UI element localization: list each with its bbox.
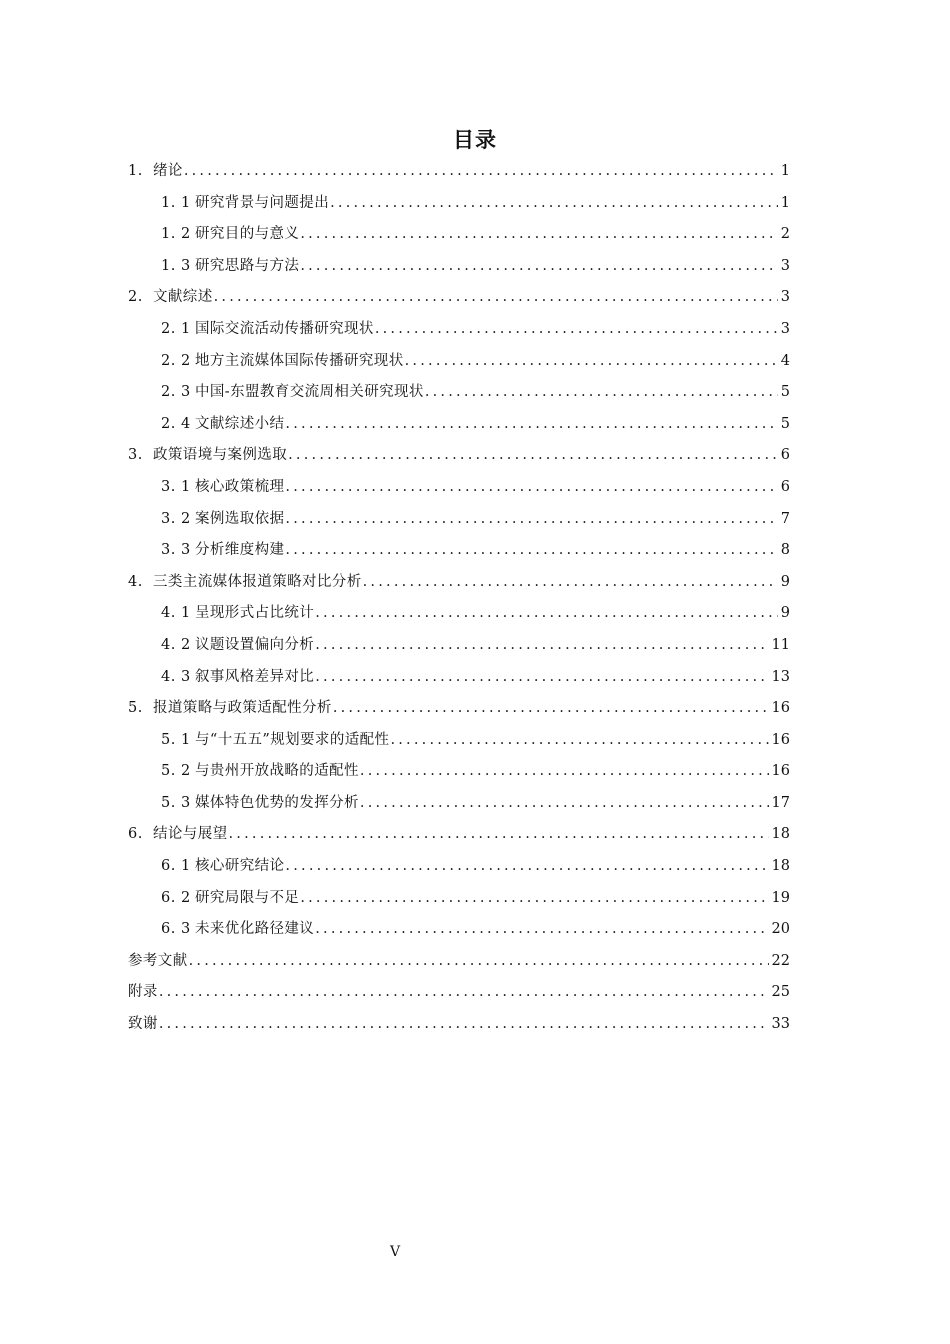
toc-dot-leader bbox=[315, 662, 768, 694]
toc-entry-page-number: 16 bbox=[771, 763, 790, 780]
toc-entry-page-number: 13 bbox=[771, 668, 790, 685]
toc-entry-number: 4. 3 bbox=[161, 668, 191, 685]
toc-entry-number: 1. 2 bbox=[161, 226, 191, 243]
toc-entry[interactable] bbox=[128, 440, 790, 472]
toc-dot-leader bbox=[425, 377, 778, 409]
toc-entry[interactable] bbox=[128, 377, 790, 409]
toc-entry-number: 4. 1 bbox=[161, 605, 191, 622]
toc-entry-title: 政策语境与案例选取 bbox=[153, 447, 288, 464]
toc-entry-title: 研究思路与方法 bbox=[195, 257, 300, 274]
toc-entry-page-number: 11 bbox=[771, 636, 790, 653]
toc-entry-title: 研究目的与意义 bbox=[195, 226, 300, 243]
toc-dot-leader bbox=[159, 1009, 769, 1041]
toc-entry-title: 三类主流媒体报道策略对比分析 bbox=[153, 573, 362, 590]
toc-entry-page-number: 7 bbox=[780, 510, 790, 527]
toc-dot-leader bbox=[405, 346, 778, 378]
toc-entry-number: 6. bbox=[128, 826, 143, 843]
toc-entry-number: 1. 1 bbox=[161, 194, 191, 211]
toc-entry-title: 报道策略与政策适配性分析 bbox=[153, 700, 332, 717]
toc-entry[interactable] bbox=[128, 567, 790, 599]
page-title: 目录 bbox=[453, 128, 497, 152]
toc-entry-page-number: 33 bbox=[771, 1016, 790, 1033]
toc-dot-leader bbox=[285, 472, 777, 504]
toc-entry-number: 5. bbox=[128, 700, 143, 717]
toc-dot-leader bbox=[315, 914, 768, 946]
toc-dot-leader bbox=[184, 156, 778, 188]
toc-dot-leader bbox=[300, 219, 777, 251]
toc-entry-title: 未来优化路径建议 bbox=[195, 921, 315, 938]
toc-entry-number: 2. 1 bbox=[161, 320, 191, 337]
toc-entry-number: 3. 3 bbox=[161, 542, 191, 559]
toc-entry-page-number: 3 bbox=[780, 289, 790, 306]
toc-dot-leader bbox=[315, 630, 768, 662]
toc-entry-page-number: 25 bbox=[771, 984, 790, 1001]
toc-dot-leader bbox=[363, 567, 778, 599]
toc-entry-page-number: 9 bbox=[780, 573, 790, 590]
toc-entry[interactable] bbox=[128, 504, 790, 536]
toc-entry[interactable] bbox=[128, 156, 790, 188]
toc-entry-number: 6. 1 bbox=[161, 858, 191, 875]
toc-entry-title: 呈现形式占比统计 bbox=[195, 605, 315, 622]
toc-entry-title: 绪论 bbox=[153, 163, 183, 179]
toc-entry[interactable] bbox=[128, 1009, 790, 1041]
toc-entry-page-number: 22 bbox=[771, 952, 790, 969]
toc-entry[interactable] bbox=[128, 662, 790, 694]
toc-dot-leader bbox=[300, 251, 777, 283]
toc-entry-title: 文献综述 bbox=[153, 289, 213, 306]
toc-entry[interactable] bbox=[128, 851, 790, 883]
toc-entry-page-number: 3 bbox=[780, 320, 790, 337]
toc-entry-page-number: 4 bbox=[780, 352, 790, 369]
toc-dot-leader bbox=[300, 883, 768, 915]
toc-entry-page-number: 2 bbox=[780, 226, 790, 243]
toc-entry-page-number: 9 bbox=[780, 605, 790, 622]
toc-entry-number: 6. 2 bbox=[161, 889, 191, 906]
table-of-contents bbox=[128, 156, 790, 1041]
toc-entry-page-number: 17 bbox=[771, 794, 790, 811]
toc-entry-number: 2. 4 bbox=[161, 415, 191, 432]
toc-entry-title: 附录 bbox=[128, 984, 158, 1001]
toc-entry-page-number: 3 bbox=[780, 257, 790, 274]
toc-entry[interactable] bbox=[128, 251, 790, 283]
toc-entry-page-number: 1 bbox=[780, 163, 790, 179]
toc-dot-leader bbox=[315, 598, 778, 630]
toc-dot-leader bbox=[360, 756, 769, 788]
toc-entry-page-number: 19 bbox=[771, 889, 790, 906]
toc-entry[interactable] bbox=[128, 409, 790, 441]
toc-entry[interactable] bbox=[128, 883, 790, 915]
toc-entry-number: 2. bbox=[128, 289, 143, 306]
toc-entry-title: 地方主流媒体国际传播研究现状 bbox=[195, 352, 404, 369]
toc-entry[interactable] bbox=[128, 914, 790, 946]
page-footer-number: V bbox=[389, 1244, 401, 1260]
toc-entry-title: 叙事风格差异对比 bbox=[195, 668, 315, 685]
toc-entry-title: 媒体特色优势的发挥分析 bbox=[195, 794, 359, 811]
toc-entry[interactable] bbox=[128, 946, 790, 978]
toc-entry-number: 4. 2 bbox=[161, 636, 191, 653]
toc-dot-leader bbox=[229, 819, 769, 851]
toc-dot-leader bbox=[330, 188, 778, 220]
toc-entry-number: 5. 1 bbox=[161, 731, 191, 748]
toc-entry-number: 4. bbox=[128, 573, 143, 590]
toc-entry[interactable] bbox=[128, 346, 790, 378]
toc-entry-title: 与“十五五”规划要求的适配性 bbox=[195, 731, 390, 748]
toc-entry-title: 分析维度构建 bbox=[195, 542, 285, 559]
toc-entry-number: 3. bbox=[128, 447, 143, 464]
toc-entry-page-number: 5 bbox=[780, 415, 790, 432]
toc-dot-leader bbox=[390, 725, 768, 757]
toc-entry[interactable] bbox=[128, 314, 790, 346]
toc-entry-title: 研究背景与问题提出 bbox=[195, 194, 330, 211]
toc-entry[interactable] bbox=[128, 188, 790, 220]
toc-entry-number: 3. 2 bbox=[161, 510, 191, 527]
toc-entry-number: 2. 2 bbox=[161, 352, 191, 369]
toc-entry-page-number: 6 bbox=[780, 447, 790, 464]
toc-dot-leader bbox=[288, 440, 778, 472]
toc-entry-page-number: 6 bbox=[780, 478, 790, 495]
toc-dot-leader bbox=[285, 851, 768, 883]
toc-entry[interactable] bbox=[128, 219, 790, 251]
toc-entry-number: 5. 2 bbox=[161, 763, 191, 780]
toc-entry-page-number: 5 bbox=[780, 384, 790, 401]
toc-entry-number: 3. 1 bbox=[161, 478, 191, 495]
toc-entry-title: 结论与展望 bbox=[153, 826, 228, 843]
toc-entry-title: 议题设置偏向分析 bbox=[195, 636, 315, 653]
toc-entry[interactable] bbox=[128, 756, 790, 788]
toc-entry-title: 研究局限与不足 bbox=[195, 889, 300, 906]
toc-entry-title: 核心政策梳理 bbox=[195, 478, 285, 495]
toc-entry-page-number: 16 bbox=[771, 700, 790, 717]
toc-entry-page-number: 8 bbox=[780, 542, 790, 559]
toc-dot-leader bbox=[214, 282, 778, 314]
toc-entry[interactable] bbox=[128, 725, 790, 757]
toc-entry-title: 致谢 bbox=[128, 1016, 158, 1033]
toc-entry[interactable] bbox=[128, 977, 790, 1009]
toc-dot-leader bbox=[360, 788, 769, 820]
toc-entry[interactable] bbox=[128, 282, 790, 314]
toc-entry-title: 与贵州开放战略的适配性 bbox=[195, 763, 359, 780]
toc-entry[interactable] bbox=[128, 535, 790, 567]
toc-entry[interactable] bbox=[128, 630, 790, 662]
toc-dot-leader bbox=[333, 693, 769, 725]
toc-entry-page-number: 20 bbox=[771, 921, 790, 938]
toc-entry[interactable] bbox=[128, 598, 790, 630]
toc-entry-number: 2. 3 bbox=[161, 384, 191, 401]
toc-entry-title: 中国-东盟教育交流周相关研究现状 bbox=[195, 384, 424, 401]
toc-entry[interactable] bbox=[128, 472, 790, 504]
toc-dot-leader bbox=[189, 946, 769, 978]
toc-entry-page-number: 18 bbox=[771, 826, 790, 843]
toc-dot-leader bbox=[285, 504, 777, 536]
toc-dot-leader bbox=[285, 535, 777, 567]
toc-entry[interactable] bbox=[128, 693, 790, 725]
toc-dot-leader bbox=[375, 314, 778, 346]
toc-dot-leader bbox=[285, 409, 777, 441]
toc-entry-title: 国际交流活动传播研究现状 bbox=[195, 320, 374, 337]
toc-entry-page-number: 18 bbox=[771, 858, 790, 875]
toc-entry[interactable] bbox=[128, 788, 790, 820]
toc-dot-leader bbox=[159, 977, 769, 1009]
toc-entry-title: 参考文献 bbox=[128, 952, 188, 969]
toc-entry-number: 1. 3 bbox=[161, 257, 191, 274]
toc-entry-page-number: 16 bbox=[771, 731, 790, 748]
toc-entry-number: 6. 3 bbox=[161, 921, 191, 938]
toc-entry-title: 文献综述小结 bbox=[195, 415, 285, 432]
toc-entry-title: 案例选取依据 bbox=[195, 510, 285, 527]
toc-entry-number: 1. bbox=[128, 163, 143, 179]
toc-entry[interactable] bbox=[128, 819, 790, 851]
toc-entry-title: 核心研究结论 bbox=[195, 858, 285, 875]
toc-entry-number: 5. 3 bbox=[161, 794, 191, 811]
toc-entry-page-number: 1 bbox=[780, 194, 790, 211]
